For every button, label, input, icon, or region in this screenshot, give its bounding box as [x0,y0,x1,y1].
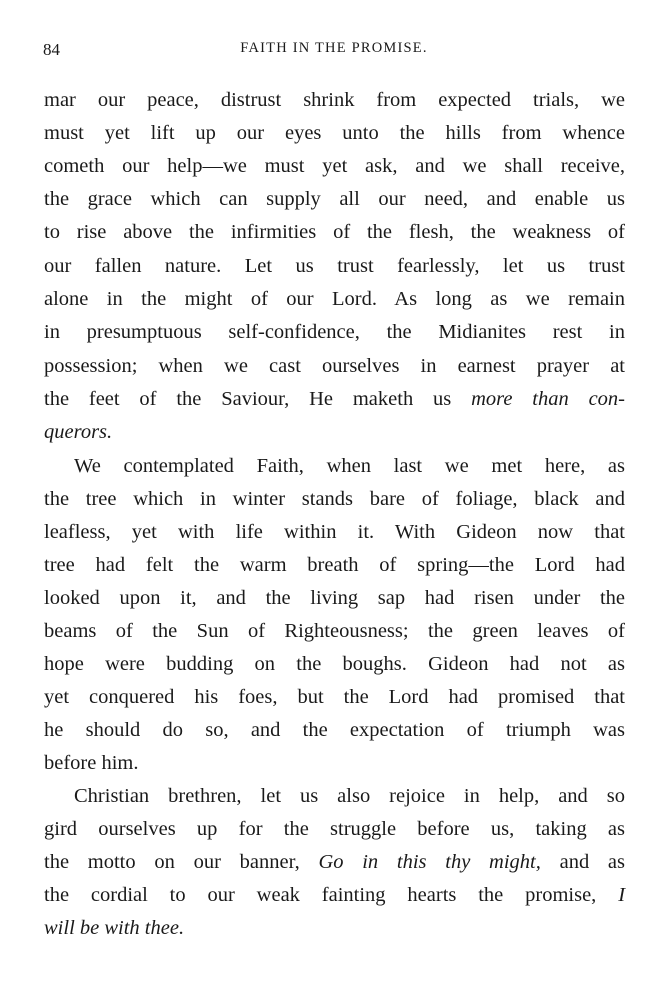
page-number: 84 [43,40,60,59]
text-line: hope were budding on the boughs. Gideon had not as [44,653,625,675]
text-line: tree had felt the warm breath of spring—the Lord had [44,554,625,576]
italic-phrase: more than con- [471,388,626,410]
text-line: must yet lift up our eyes unto the hills from whence [44,122,625,144]
text-line: looked upon it, and the living sap had risen under the [44,587,625,609]
text-line: before him. [44,752,139,774]
text-line: possession; when we cast ourselves in earnest prayer at [44,355,625,377]
text-segment: the cordial to our weak fainting hearts the promise, [44,884,597,906]
text-segment: the feet of the Saviour, He maketh us [44,388,452,410]
text-line: gird ourselves up for the struggle before us, taking as [44,818,625,840]
text-line: in presumptuous self-confidence, the Midianites rest in [44,321,625,343]
text-line [44,383,625,415]
text-line: alone in the might of our Lord. As long as we remain [44,288,625,310]
text-line: the grace which can supply all our need, and enable us [44,188,625,210]
text-line [44,416,625,448]
text-line: cometh our help—we must yet ask, and we shall receive, [44,155,625,177]
text-line: the tree which in winter stands bare of foliage, black and [44,488,625,510]
text-line: our fallen nature. Let us trust fearlessly, let us trust [44,255,625,277]
text-line: leafless, yet with life within it. With Gideon now that [44,521,625,543]
text-line [44,846,625,878]
text-line: to rise above the infirmities of the flesh, the weakness of [44,221,625,243]
text-line [44,879,625,911]
text-segment: the motto on our banner, [44,851,300,873]
italic-phrase: querors. [44,421,113,443]
text-line: We contemplated Faith, when last we met here, as [74,455,625,477]
page-header [43,40,625,64]
text-line: beams of the Sun of Righteousness; the green leaves of [44,620,625,642]
text-segment: and as [559,851,625,873]
italic-phrase: I [618,884,626,906]
text-line: he should do so, and the expectation of triumph was [44,719,625,741]
running-title: FAITH IN THE PROMISE. [240,40,428,56]
italic-phrase: will be with thee. [44,917,185,939]
text-line: yet conquered his foes, but the Lord had promised that [44,686,625,708]
italic-phrase: Go in this thy might, [318,851,541,873]
text-line [44,912,625,944]
text-line: Christian brethren, let us also rejoice in help, and so [74,785,625,807]
text-line: mar our peace, distrust shrink from expected trials, we [44,89,625,111]
